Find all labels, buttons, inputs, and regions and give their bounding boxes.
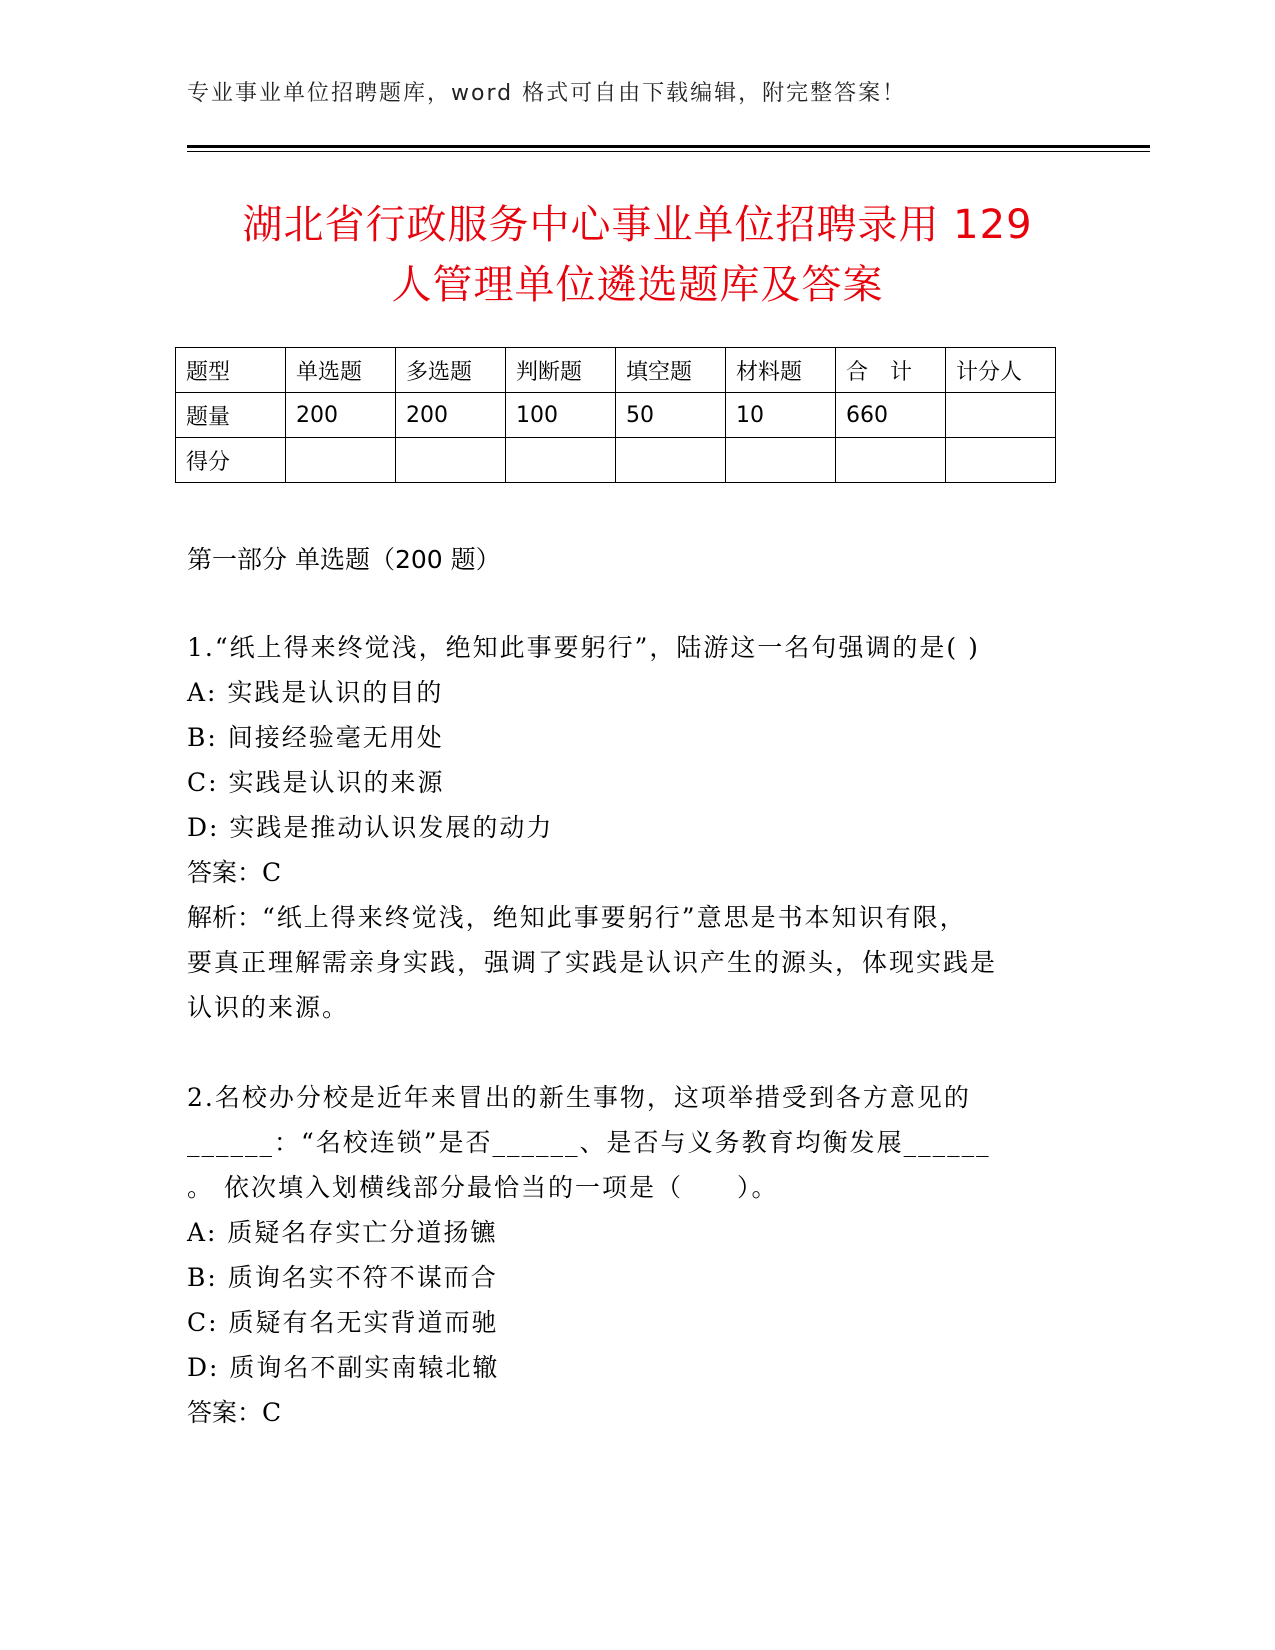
option-c: C: 实践是认识的来源 (187, 768, 445, 797)
option-a: A: 实践是认识的目的 (187, 678, 444, 707)
table-cell: 200 (286, 393, 396, 438)
section-heading: 第一部分 单选题（200 题） (187, 545, 501, 574)
table-cell: 660 (836, 393, 946, 438)
table-cell: 材料题 (726, 348, 836, 393)
document-title (150, 195, 1125, 315)
header-note: 专业事业单位招聘题库，word 格式可自由下载编辑，附完整答案！ (187, 81, 907, 106)
title-line-2: 人管理单位遴选题库及答案 (391, 262, 884, 308)
analysis-text: 要真正理解需亲身实践，强调了实践是认识产生的源头，体现实践是 (187, 948, 998, 977)
table-cell: 50 (616, 393, 726, 438)
table-cell: 计分人 (946, 348, 1056, 393)
option-b: B: 质询名实不符不谋而合 (187, 1263, 498, 1292)
table-cell: 填空题 (616, 348, 726, 393)
answer-value: C (262, 1398, 284, 1427)
analysis-text: 认识的来源。 (187, 993, 350, 1022)
table-cell: 题量 (176, 393, 286, 438)
table-cell: 单选题 (286, 348, 396, 393)
option-a: A: 质疑名存实亡分道扬镳 (187, 1218, 498, 1247)
question-spacer (187, 1030, 1087, 1075)
table-cell: 得分 (176, 438, 286, 483)
table-cell (396, 438, 506, 483)
header-rule-thick (187, 145, 1150, 148)
analysis-text: “纸上得来终觉浅，绝知此事要躬行”意思是书本知识有限， (262, 903, 967, 932)
score-table-count-row (176, 393, 1056, 438)
table-cell: 10 (726, 393, 836, 438)
table-cell (836, 438, 946, 483)
answer-line (187, 1390, 1087, 1435)
score-table-score-row (176, 438, 1056, 483)
table-cell (616, 438, 726, 483)
table-cell: 100 (506, 393, 616, 438)
analysis-line (187, 895, 1087, 940)
question-stem: 2.名校办分校是近年来冒出的新生事物，这项举措受到各方意见的 (187, 1083, 971, 1112)
questions-body (187, 625, 1087, 1435)
table-cell (946, 393, 1056, 438)
table-cell: 200 (396, 393, 506, 438)
answer-label: 答案： (187, 858, 263, 887)
table-cell: 合 计 (836, 348, 946, 393)
question-stem: ______：“名校连锁”是否______、是否与义务教育均衡发展______ (187, 1128, 991, 1157)
score-table-header-row (176, 348, 1056, 393)
table-cell (286, 438, 396, 483)
table-cell (726, 438, 836, 483)
analysis-label: 解析： (187, 903, 263, 932)
table-cell (506, 438, 616, 483)
question-stem: 。 依次填入划横线部分最恰当的一项是（ ）。 (187, 1173, 779, 1202)
score-table (175, 347, 1056, 483)
option-d: D: 实践是推动认识发展的动力 (187, 813, 554, 842)
title-line-1: 湖北省行政服务中心事业单位招聘录用 129 (242, 202, 1033, 248)
option-d: D: 质询名不副实南辕北辙 (187, 1353, 500, 1382)
table-cell: 多选题 (396, 348, 506, 393)
answer-value: C (262, 858, 284, 887)
table-cell: 判断题 (506, 348, 616, 393)
question-stem: 1.“纸上得来终觉浅，绝知此事要躬行”，陆游这一名句强调的是( ) (187, 633, 980, 662)
table-cell (946, 438, 1056, 483)
option-c: C: 质疑有名无实背道而驰 (187, 1308, 499, 1337)
answer-label: 答案： (187, 1398, 263, 1427)
option-b: B: 间接经验毫无用处 (187, 723, 444, 752)
question-1 (187, 625, 1087, 1030)
table-cell: 题型 (176, 348, 286, 393)
question-2 (187, 1075, 1087, 1435)
answer-line (187, 850, 1087, 895)
header-rule-thin (187, 151, 1150, 152)
